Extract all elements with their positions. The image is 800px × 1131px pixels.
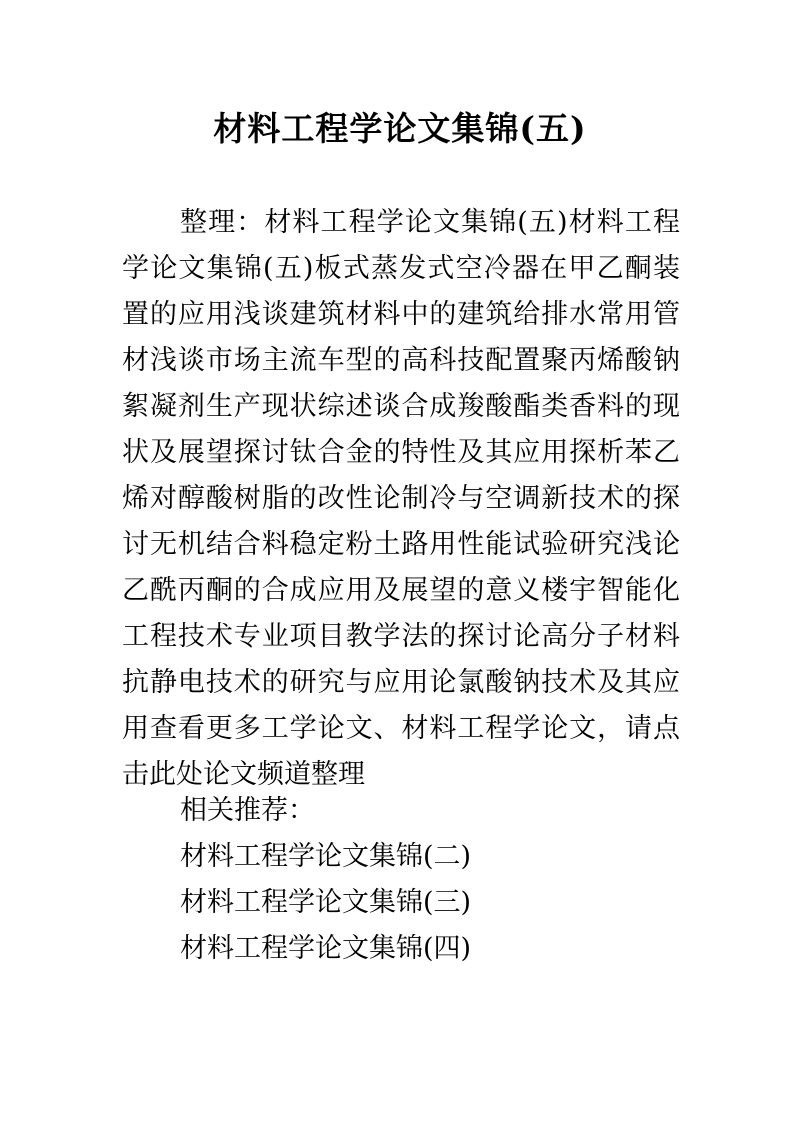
related-link-3[interactable]: 材料工程学论文集锦(三) (180, 887, 472, 918)
related-link-4[interactable]: 材料工程学论文集锦(四) (180, 933, 472, 964)
body-paragraph: 整理：材料工程学论文集锦(五)材料工程学论文集锦(五)板式蒸发式空冷器在甲乙酮装置的应用浅谈建筑材料中的建筑给排水常用管材浅谈市场主流车型的高科技配置聚丙烯酸钠絮凝剂生产现状综述谈合成羧酸酯类香料的现状及展望探讨钛合金的特性及其应用探析苯乙烯对醇酸树脂的改性论制冷与空调新技术的探讨无机结合料稳定粉土路用性能试验研究浅论乙酰丙酮的合成应用及展望的意义楼宇智能化工程技术专业项目教学法的探讨论高分子材料抗静电技术的研究与应用论氯酸钠技术及其应用查看更多工学论文、材料工程学论文，请点击此处论文频道整理 (122, 207, 680, 790)
page-title: 材料工程学论文集锦(五) (213, 109, 587, 148)
related-label: 相关推荐： (180, 795, 315, 826)
related-link-2[interactable]: 材料工程学论文集锦(二) (180, 841, 472, 872)
related-list (180, 834, 471, 972)
